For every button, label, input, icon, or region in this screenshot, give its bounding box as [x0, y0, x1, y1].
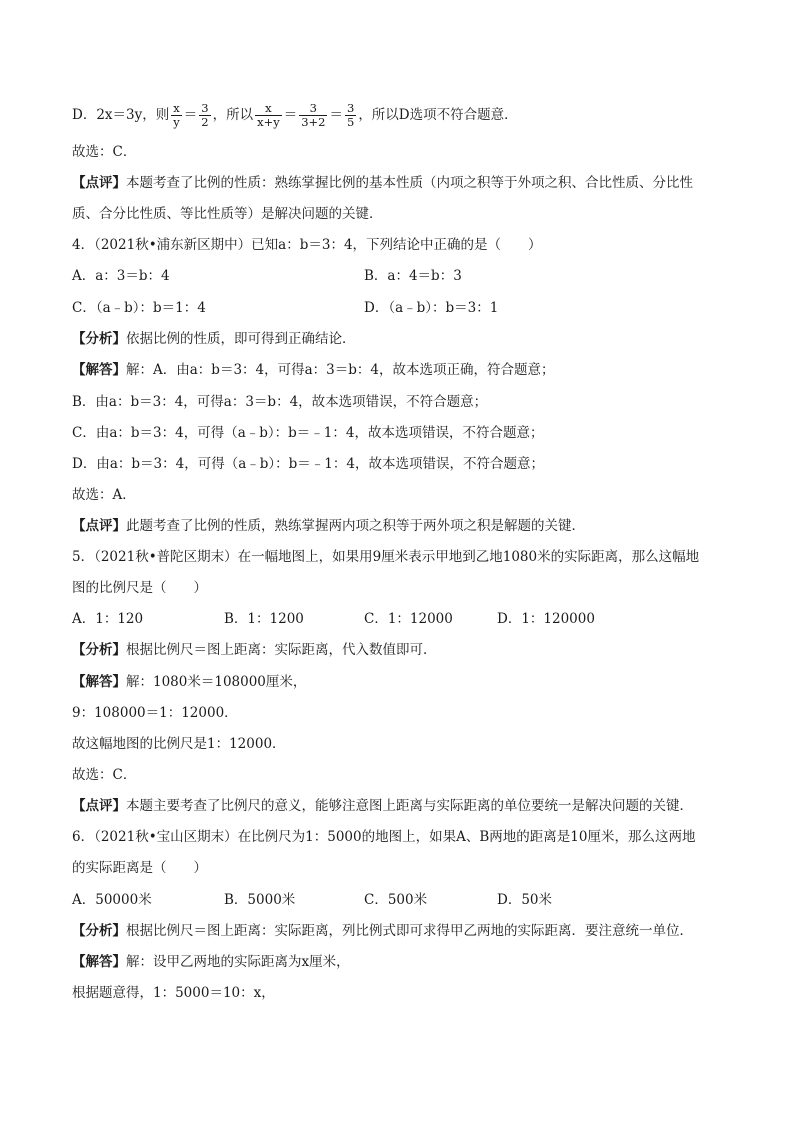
q6-option-a: A．50000米	[72, 892, 152, 908]
q4-answer-line-3: C．由a：b＝3：4，可得（a﹣b）：b＝﹣1：4，故本选项错误，不符合题意；	[72, 425, 544, 441]
q4-analysis: 【分析】依据比例的性质，即可得到正确结论．	[72, 331, 356, 347]
q5-choose: 故选：C．	[72, 767, 137, 783]
q4-option-d: D．（a﹣b）：b＝3：1	[364, 300, 499, 316]
q4-option-b: B．a：4＝b：3	[364, 268, 462, 284]
fraction-x-over-xy: $\frac{x}{x+y}$	[257, 101, 280, 129]
q4-option-c: C．（a﹣b）：b＝1：4	[72, 300, 206, 316]
q5-analysis: 【分析】根据比例尺＝图上距离：实际距离，代入数值即可．	[72, 642, 437, 658]
q6-analysis: 【分析】根据比例尺＝图上距离：实际距离，列比例式即可求得甲乙两地的实际距离．要注意统一单位．	[72, 923, 693, 939]
q6-answer-line-1: 【解答】解：设甲乙两地的实际距离为x厘米，	[72, 954, 350, 970]
q4-stem: 4．（2021秋•浦东新区期中）已知a：b＝3：4，下列结论中正确的是（ ）	[72, 237, 542, 253]
q6-option-c: C．500米	[364, 892, 428, 908]
q3-comment-line-2: 质、合分比性质、等比性质等）是解决问题的关键．	[72, 206, 383, 222]
q6-option-d: D．50米	[497, 892, 553, 908]
q5-answer-line-1: 【解答】解：1080米＝108000厘米，	[72, 674, 307, 690]
q3-choose: 故选：C．	[72, 144, 137, 160]
q4-answer-line-2: B．由a：b＝3：4，可得a：3＝b：4，故本选项错误，不符合题意；	[72, 394, 488, 410]
q3-comment-line-1: 【点评】本题考查了比例的性质：熟练掌握比例的基本性质（内项之积等于外项之积、合比性质、分比性	[72, 175, 693, 191]
q4-choose: 故选：A．	[72, 487, 136, 503]
fraction-3-over-5: $\frac{3}{5}$	[346, 101, 355, 129]
q5-answer-line-3: 故这幅地图的比例尺是1：12000．	[72, 736, 286, 752]
fraction-3-over-3plus2: $\frac{3}{3+2}$	[301, 101, 326, 129]
q5-option-c: C．1：12000	[364, 611, 453, 627]
q4-option-a: A．a：3＝b：4	[72, 268, 170, 284]
q5-answer-line-2: 9：108000＝1：12000．	[72, 705, 238, 721]
q5-option-d: D．1：120000	[497, 611, 595, 627]
q5-option-b: B．1：1200	[224, 611, 304, 627]
q5-stem-line-1: 5．（2021秋•普陀区期末）在一幅地图上，如果用9厘米表示甲地到乙地1080米的实际距离，那么这幅地	[72, 549, 700, 565]
q5-option-a: A．1：120	[72, 611, 144, 627]
q4-comment: 【点评】此题考查了比例的性质，熟练掌握两内项之积等于两外项之积是解题的关键．	[72, 518, 585, 534]
q4-answer-line-1: 【解答】解：A．由a：b＝3：4，可得a：3＝b：4，故本选项正确，符合题意；	[72, 362, 555, 378]
q3-optd-pre: D．2x＝3y，则	[72, 107, 170, 123]
fraction-x-over-y: $\frac{x}{y}$	[173, 101, 180, 129]
fraction-3-over-2: $\frac{3}{2}$	[201, 101, 209, 129]
q5-stem-line-2: 图的比例尺是（ ）	[72, 580, 207, 596]
q6-answer-line-2: 根据题意得，1：5000＝10：x，	[72, 985, 275, 1001]
q6-stem-line-2: 的实际距离是（ ）	[72, 860, 207, 876]
q3-option-d-line: D．2x＝3y，则 $\frac{x}{y}$ ＝ $\frac{3}{2}$ ，所以 $\frac{x}{x+y}$ ＝ $\frac{3}{3+2}$ ＝ $\frac{3}{5}$ ，所以D选项不符合题意．	[72, 101, 518, 129]
q4-answer-line-4: D．由a：b＝3：4，可得（a﹣b）：b＝﹣1：4，故本选项错误，不符合题意；	[72, 456, 544, 472]
q5-comment: 【点评】本题主要考查了比例尺的意义，能够注意图上距离与实际距离的单位要统一是解决问题的关键．	[72, 798, 693, 814]
q6-stem-line-1: 6．（2021秋•宝山区期末）在比例尺为1：5000的地图上，如果A、B两地的距离是10厘米，那么这两地	[72, 829, 696, 845]
q6-option-b: B．5000米	[224, 892, 296, 908]
